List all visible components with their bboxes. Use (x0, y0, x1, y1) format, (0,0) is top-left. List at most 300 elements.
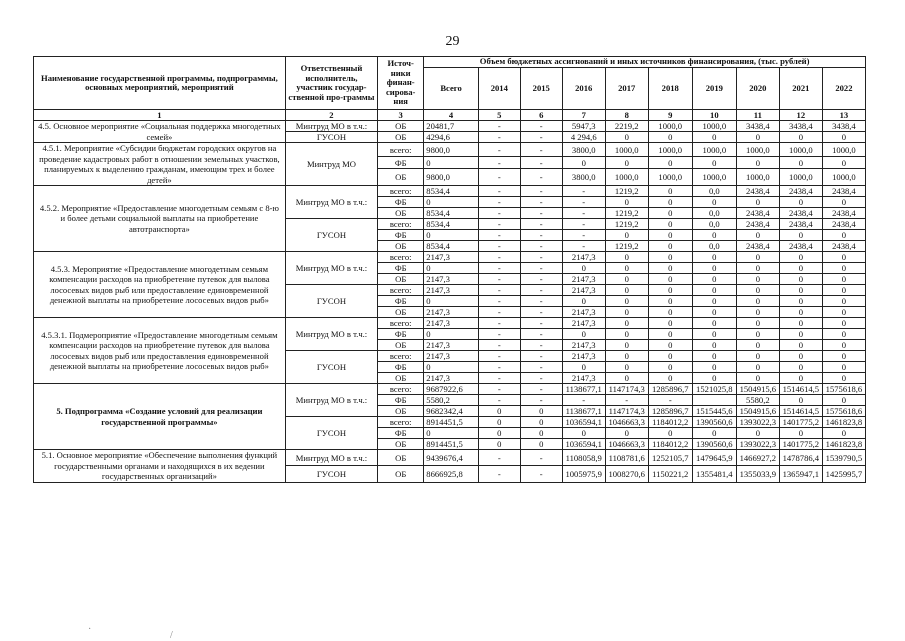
executor-cell: Минтруд МО в т.ч.: (285, 186, 377, 219)
year-value-cell: - (478, 395, 520, 406)
total-cell: 0 (424, 362, 479, 373)
executor-cell: ГУСОН (285, 417, 377, 450)
year-value-cell: 0 (822, 318, 865, 329)
total-cell: 8914451,5 (424, 439, 479, 450)
column-number: 9 (648, 110, 692, 121)
year-value-cell (692, 395, 736, 406)
year-value-cell: 0 (779, 351, 822, 362)
year-value-cell: - (520, 307, 562, 318)
total-cell: 8534,4 (424, 241, 479, 252)
header-year: 2014 (478, 68, 520, 110)
year-value-cell: 0 (605, 230, 648, 241)
year-value-cell: 1219,2 (605, 241, 648, 252)
year-value-cell: 3800,0 (562, 169, 605, 186)
year-value-cell: 0 (648, 208, 692, 219)
year-value-cell: - (520, 384, 562, 395)
year-value-cell: 0 (692, 230, 736, 241)
source-cell: ФБ (378, 395, 424, 406)
year-value-cell: 0 (736, 197, 779, 208)
executor-cell: ГУСОН (285, 285, 377, 318)
year-value-cell: 1046663,3 (605, 439, 648, 450)
year-value-cell: 0 (779, 362, 822, 373)
header-year: 2018 (648, 68, 692, 110)
year-value-cell: 1365947,1 (779, 466, 822, 482)
year-value-cell: 0 (648, 296, 692, 307)
year-value-cell: 1138677,1 (562, 384, 605, 395)
source-cell: ФБ (378, 157, 424, 169)
source-cell: всего: (378, 351, 424, 362)
year-value-cell: - (478, 450, 520, 466)
year-value-cell: - (562, 197, 605, 208)
year-value-cell: - (478, 208, 520, 219)
column-number: 5 (478, 110, 520, 121)
page-number: 29 (445, 34, 460, 49)
year-value-cell: 0 (605, 307, 648, 318)
year-value-cell: 0 (736, 362, 779, 373)
year-value-cell: 2438,4 (822, 208, 865, 219)
year-value-cell: 3438,4 (822, 121, 865, 132)
table-row (34, 121, 866, 132)
source-cell: всего: (378, 252, 424, 263)
year-value-cell: 2438,4 (736, 219, 779, 230)
year-value-cell: 0 (736, 318, 779, 329)
total-cell: 4294,6 (424, 132, 479, 143)
year-value-cell: 0,0 (692, 219, 736, 230)
year-value-cell: 1000,0 (648, 143, 692, 157)
year-value-cell: 0 (562, 428, 605, 439)
year-value-cell: 1575618,6 (822, 406, 865, 417)
total-cell: 0 (424, 157, 479, 169)
year-value-cell: 1355481,4 (692, 466, 736, 482)
year-value-cell: 2219,2 (605, 121, 648, 132)
year-value-cell: 0,0 (692, 186, 736, 197)
source-cell: ФБ (378, 263, 424, 274)
year-value-cell: 0 (605, 157, 648, 169)
year-value-cell: 3438,4 (736, 121, 779, 132)
year-value-cell: 1539790,5 (822, 450, 865, 466)
total-cell: 8914451,5 (424, 417, 479, 428)
year-value-cell: - (520, 263, 562, 274)
year-value-cell: - (478, 340, 520, 351)
year-value-cell: 0 (692, 340, 736, 351)
source-cell: ОБ (378, 340, 424, 351)
year-value-cell: 1285896,7 (648, 406, 692, 417)
year-value-cell: 1355033,9 (736, 466, 779, 482)
year-value-cell: 1147174,3 (605, 406, 648, 417)
total-cell: 8534,4 (424, 219, 479, 230)
year-value-cell: 1108781,6 (605, 450, 648, 466)
year-value-cell: 0 (692, 274, 736, 285)
year-value-cell: - (478, 219, 520, 230)
year-value-cell: 0 (648, 274, 692, 285)
year-value-cell: 0 (822, 263, 865, 274)
total-cell: 2147,3 (424, 307, 479, 318)
year-value-cell: - (562, 241, 605, 252)
total-cell: 2147,3 (424, 274, 479, 285)
year-value-cell: 0 (605, 274, 648, 285)
year-value-cell: - (562, 208, 605, 219)
table-row (34, 252, 866, 263)
year-value-cell: 0 (736, 296, 779, 307)
year-value-cell: - (520, 285, 562, 296)
year-value-cell: 0 (648, 329, 692, 340)
year-value-cell: - (520, 169, 562, 186)
year-value-cell: 0 (822, 157, 865, 169)
executor-cell: Минтруд МО в т.ч.: (285, 318, 377, 351)
year-value-cell: 1521025,8 (692, 384, 736, 395)
scan-mark: / (170, 630, 173, 641)
year-value-cell: 1000,0 (822, 143, 865, 157)
year-value-cell: 0 (822, 373, 865, 384)
year-value-cell: 0 (779, 274, 822, 285)
year-value-cell: 0 (736, 428, 779, 439)
year-value-cell: 0 (648, 362, 692, 373)
year-value-cell: 1000,0 (605, 169, 648, 186)
year-value-cell: 2438,4 (779, 241, 822, 252)
year-value-cell: 1514614,5 (779, 384, 822, 395)
year-value-cell: 0 (648, 307, 692, 318)
year-value-cell: - (520, 296, 562, 307)
year-value-cell: 0 (648, 157, 692, 169)
year-value-cell: - (520, 340, 562, 351)
year-value-cell: 2147,3 (562, 373, 605, 384)
total-cell: 9800,0 (424, 169, 479, 186)
executor-cell: ГУСОН (285, 466, 377, 482)
year-value-cell: 0 (562, 296, 605, 307)
year-value-cell: 2438,4 (779, 208, 822, 219)
year-value-cell: 0 (779, 307, 822, 318)
year-value-cell: - (478, 186, 520, 197)
executor-cell: Минтруд МО в т.ч.: (285, 252, 377, 285)
year-value-cell: 0 (692, 252, 736, 263)
source-cell: всего: (378, 186, 424, 197)
total-cell: 2147,3 (424, 351, 479, 362)
year-value-cell: 0 (779, 329, 822, 340)
source-cell: ФБ (378, 197, 424, 208)
total-cell: 5580,2 (424, 395, 479, 406)
year-value-cell: 0 (648, 263, 692, 274)
table-row (34, 384, 866, 395)
year-value-cell: 0 (736, 274, 779, 285)
column-number: 13 (822, 110, 865, 121)
year-value-cell: - (520, 466, 562, 482)
year-value-cell: 1575618,6 (822, 384, 865, 395)
header-year: 2021 (779, 68, 822, 110)
year-value-cell: 0 (736, 132, 779, 143)
year-value-cell: - (520, 121, 562, 132)
column-number: 4 (424, 110, 479, 121)
source-cell: всего: (378, 318, 424, 329)
year-value-cell: 0 (692, 329, 736, 340)
year-value-cell: 0 (605, 132, 648, 143)
year-value-cell: 0 (736, 285, 779, 296)
source-cell: всего: (378, 219, 424, 230)
year-value-cell: 0 (648, 241, 692, 252)
year-value-cell: 0,0 (692, 241, 736, 252)
year-value-cell: - (478, 307, 520, 318)
source-cell: ФБ (378, 329, 424, 340)
year-value-cell: - (520, 219, 562, 230)
year-value-cell: 0 (692, 285, 736, 296)
year-value-cell: 1252105,7 (648, 450, 692, 466)
year-value-cell: - (478, 329, 520, 340)
source-cell: ОБ (378, 373, 424, 384)
year-value-cell: - (478, 318, 520, 329)
column-number: 10 (692, 110, 736, 121)
source-cell: ОБ (378, 307, 424, 318)
year-value-cell: 0 (648, 428, 692, 439)
year-value-cell: 1108058,9 (562, 450, 605, 466)
year-value-cell: 0 (779, 263, 822, 274)
year-value-cell: 1008270,6 (605, 466, 648, 482)
executor-cell: Минтруд МО в т.ч.: (285, 384, 377, 417)
year-value-cell: - (520, 252, 562, 263)
year-value-cell: 0 (692, 132, 736, 143)
year-value-cell: - (478, 351, 520, 362)
executor-cell: ГУСОН (285, 219, 377, 252)
year-value-cell: 2147,3 (562, 318, 605, 329)
source-cell: ОБ (378, 406, 424, 417)
executor-cell: Минтруд МО (285, 143, 377, 186)
column-number: 8 (605, 110, 648, 121)
table-row (34, 186, 866, 197)
year-value-cell: 0 (736, 373, 779, 384)
year-value-cell: 2438,4 (736, 186, 779, 197)
year-value-cell: 1285896,7 (648, 384, 692, 395)
total-cell: 2147,3 (424, 318, 479, 329)
header-year: 2022 (822, 68, 865, 110)
year-value-cell: - (562, 395, 605, 406)
year-value-cell: 0 (822, 329, 865, 340)
year-value-cell: 1036594,1 (562, 439, 605, 450)
year-value-cell: 2147,3 (562, 285, 605, 296)
year-value-cell: 0 (822, 307, 865, 318)
year-value-cell: - (520, 241, 562, 252)
year-value-cell: 0 (605, 252, 648, 263)
column-number: 7 (562, 110, 605, 121)
total-cell: 2147,3 (424, 340, 479, 351)
year-value-cell: 0 (648, 132, 692, 143)
total-cell: 2147,3 (424, 285, 479, 296)
total-cell: 8534,4 (424, 208, 479, 219)
year-value-cell: - (478, 274, 520, 285)
year-value-cell: 0 (605, 296, 648, 307)
year-value-cell: 0 (648, 197, 692, 208)
year-value-cell: 0 (692, 157, 736, 169)
year-value-cell: 0 (562, 329, 605, 340)
header-year: 2015 (520, 68, 562, 110)
year-value-cell: 2147,3 (562, 340, 605, 351)
source-cell: ОБ (378, 241, 424, 252)
column-numbers-row (34, 110, 866, 121)
source-cell: ОБ (378, 169, 424, 186)
total-cell: 8534,4 (424, 186, 479, 197)
year-value-cell: 1184012,2 (648, 417, 692, 428)
header-executor: Ответственный исполнитель, участник государ-ственной про-граммы (285, 57, 377, 110)
year-value-cell: - (478, 252, 520, 263)
year-value-cell: - (478, 143, 520, 157)
year-value-cell: 1401775,2 (779, 417, 822, 428)
year-value-cell: 2438,4 (822, 219, 865, 230)
year-value-cell: 0 (779, 340, 822, 351)
column-number: 3 (378, 110, 424, 121)
year-value-cell: 0 (779, 157, 822, 169)
year-value-cell: 0 (822, 285, 865, 296)
total-cell: 2147,3 (424, 252, 479, 263)
year-value-cell: - (520, 329, 562, 340)
year-value-cell: 3800,0 (562, 143, 605, 157)
year-value-cell: 0 (605, 285, 648, 296)
year-value-cell: 0 (822, 296, 865, 307)
year-value-cell: 1000,0 (736, 143, 779, 157)
year-value-cell: 0 (822, 274, 865, 285)
source-cell: всего: (378, 143, 424, 157)
year-value-cell: - (520, 450, 562, 466)
source-cell: ОБ (378, 121, 424, 132)
column-number: 2 (285, 110, 377, 121)
source-cell: ОБ (378, 450, 424, 466)
year-value-cell: 1390560,6 (692, 417, 736, 428)
year-value-cell: 1219,2 (605, 219, 648, 230)
year-value-cell: 0 (692, 362, 736, 373)
source-cell: ФБ (378, 296, 424, 307)
year-value-cell: 0 (562, 157, 605, 169)
year-value-cell: - (478, 362, 520, 373)
year-value-cell: 0 (692, 428, 736, 439)
year-value-cell: 2438,4 (822, 186, 865, 197)
year-value-cell: 0 (605, 197, 648, 208)
year-value-cell: 0 (605, 351, 648, 362)
year-value-cell: - (478, 169, 520, 186)
year-value-cell: - (478, 296, 520, 307)
year-value-cell: 1000,0 (736, 169, 779, 186)
year-value-cell: 2438,4 (779, 219, 822, 230)
header-year: 2020 (736, 68, 779, 110)
year-value-cell: 1138677,1 (562, 406, 605, 417)
header-name: Наименование государственной программы, подпрограммы, основных мероприятий, мероприятий (34, 57, 286, 110)
year-value-cell: 1219,2 (605, 186, 648, 197)
year-value-cell: 2438,4 (736, 241, 779, 252)
year-value-cell: 2147,3 (562, 252, 605, 263)
header-year: 2017 (605, 68, 648, 110)
year-value-cell: 0 (692, 263, 736, 274)
total-cell: 0 (424, 329, 479, 340)
column-number: 12 (779, 110, 822, 121)
total-cell: 0 (424, 428, 479, 439)
year-value-cell: 0 (605, 340, 648, 351)
year-value-cell: 0 (779, 252, 822, 263)
year-value-cell: 0 (736, 351, 779, 362)
year-value-cell: 0 (822, 428, 865, 439)
executor-cell: ГУСОН (285, 351, 377, 384)
year-value-cell: 1514614,5 (779, 406, 822, 417)
total-cell: 9439676,4 (424, 450, 479, 466)
header-source: Источ-ники финан-сирова-ния (378, 57, 424, 110)
year-value-cell: 0 (779, 285, 822, 296)
year-value-cell: 1515445,6 (692, 406, 736, 417)
year-value-cell: 1461823,8 (822, 417, 865, 428)
column-number: 11 (736, 110, 779, 121)
year-value-cell: - (562, 219, 605, 230)
year-value-cell: 1461823,8 (822, 439, 865, 450)
year-value-cell: 0 (779, 296, 822, 307)
year-value-cell: 0 (478, 417, 520, 428)
year-value-cell: - (478, 230, 520, 241)
year-value-cell: 0 (478, 406, 520, 417)
year-value-cell: - (520, 395, 562, 406)
source-cell: ОБ (378, 208, 424, 219)
year-value-cell: 0 (779, 373, 822, 384)
year-value-cell: 0 (822, 132, 865, 143)
year-value-cell: 0 (562, 362, 605, 373)
year-value-cell: 0 (605, 329, 648, 340)
year-value-cell: 0 (822, 362, 865, 373)
year-value-cell: - (478, 263, 520, 274)
table-body (34, 110, 866, 483)
year-value-cell: 0 (736, 263, 779, 274)
year-value-cell: 0 (648, 351, 692, 362)
year-value-cell: 0 (692, 197, 736, 208)
year-value-cell: 1393022,3 (736, 439, 779, 450)
table-row (34, 143, 866, 157)
total-cell: 2147,3 (424, 373, 479, 384)
year-value-cell: 0 (736, 329, 779, 340)
year-value-cell: 0 (822, 197, 865, 208)
year-value-cell: 0 (605, 428, 648, 439)
total-cell: 0 (424, 263, 479, 274)
source-cell: ОБ (378, 274, 424, 285)
total-cell: 0 (424, 197, 479, 208)
year-value-cell: 0 (605, 318, 648, 329)
source-cell: ОБ (378, 466, 424, 482)
year-value-cell: 0 (692, 307, 736, 318)
year-value-cell: 1000,0 (692, 143, 736, 157)
measure-name: 4.5.3.1. Подмероприятие «Предоставление многодетным семьям компенсации расходов на приобретение путевок для вылова лососевых видов рыб или предоставления единовременной денежной выплаты на приобретение лососевых видов рыб» (34, 318, 286, 384)
year-value-cell: - (520, 318, 562, 329)
year-value-cell: 1150221,2 (648, 466, 692, 482)
year-value-cell: 1000,0 (648, 169, 692, 186)
year-value-cell: 5947,3 (562, 121, 605, 132)
source-cell: ОБ (378, 439, 424, 450)
year-value-cell: 2147,3 (562, 351, 605, 362)
total-cell: 20481,7 (424, 121, 479, 132)
year-value-cell: 1005975,9 (562, 466, 605, 482)
year-value-cell: 0 (779, 132, 822, 143)
year-value-cell: 1425995,7 (822, 466, 865, 482)
measure-name: 4.5. Основное мероприятие «Социальная поддержка многодетных семей» (34, 121, 286, 143)
year-value-cell: - (520, 143, 562, 157)
year-value-cell: 1036594,1 (562, 417, 605, 428)
year-value-cell: 0 (605, 263, 648, 274)
year-value-cell: 0 (648, 285, 692, 296)
year-value-cell: 0 (822, 252, 865, 263)
year-value-cell: 1504915,6 (736, 384, 779, 395)
year-value-cell: - (478, 121, 520, 132)
year-value-cell: 1000,0 (692, 169, 736, 186)
year-value-cell: - (562, 186, 605, 197)
year-value-cell: 4 294,6 (562, 132, 605, 143)
year-value-cell: - (478, 197, 520, 208)
year-value-cell: 0 (736, 340, 779, 351)
year-value-cell: 1000,0 (779, 169, 822, 186)
source-cell: ОБ (378, 132, 424, 143)
year-value-cell: 0 (779, 197, 822, 208)
year-value-cell: 0 (648, 318, 692, 329)
year-value-cell: 1184012,2 (648, 439, 692, 450)
scan-mark: · (88, 624, 92, 635)
measure-name: 4.5.2. Мероприятие «Предоставление многодетным семьям с 8-ю и более детьми социальной выплаты на приобретение автотранспорта» (34, 186, 286, 252)
year-value-cell: 0 (648, 373, 692, 384)
